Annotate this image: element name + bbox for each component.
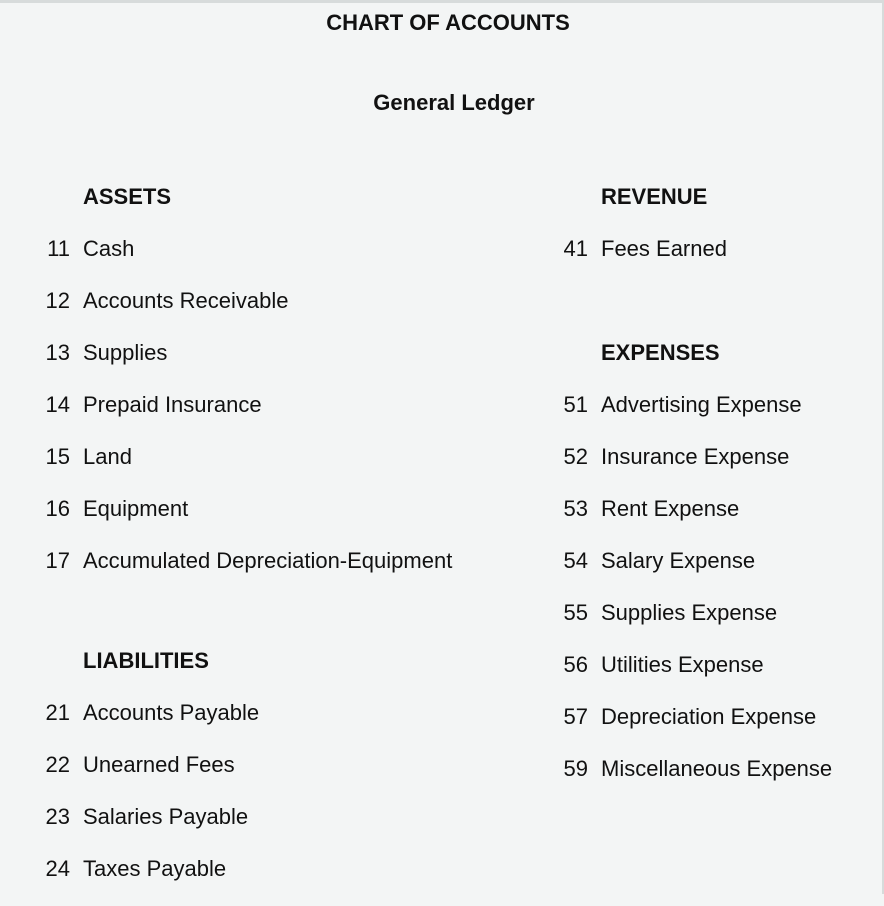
account-number: 11: [47, 236, 70, 261]
account-row: [520, 234, 882, 286]
top-border: [0, 0, 884, 3]
account-name: Fees Earned: [601, 236, 727, 261]
account-name: Land: [83, 444, 132, 469]
account-number: 55: [563, 600, 588, 625]
account-row: [520, 650, 882, 702]
account-name: Prepaid Insurance: [83, 392, 262, 417]
right-column: [520, 182, 882, 806]
account-name: Rent Expense: [601, 496, 740, 521]
account-row: [0, 494, 520, 546]
account-row: [0, 338, 520, 390]
account-number: 54: [563, 548, 588, 573]
document-subtitle: General Ledger: [373, 90, 535, 115]
revenue-heading: REVENUE: [601, 184, 708, 209]
account-row: [0, 546, 520, 598]
account-row: [0, 802, 520, 854]
account-name: Salary Expense: [601, 548, 756, 573]
account-number: 17: [45, 548, 70, 573]
account-name: Insurance Expense: [601, 444, 790, 469]
account-name: Accounts Payable: [83, 700, 260, 725]
account-row: [0, 286, 520, 338]
account-number: 24: [45, 856, 70, 881]
account-row: [520, 442, 882, 494]
account-number: 53: [563, 496, 588, 521]
account-row: [520, 702, 882, 754]
account-number: 41: [563, 236, 588, 261]
account-number: 56: [563, 652, 588, 677]
account-row: [520, 390, 882, 442]
assets-heading: ASSETS: [83, 184, 172, 209]
account-number: 21: [45, 700, 70, 725]
account-name: Advertising Expense: [601, 392, 802, 417]
account-number: 52: [563, 444, 588, 469]
account-number: 57: [563, 704, 588, 729]
account-number: 14: [45, 392, 70, 417]
account-row: [520, 494, 882, 546]
section-spacer: [0, 598, 520, 646]
account-row: [0, 442, 520, 494]
account-name: Accounts Receivable: [83, 288, 289, 313]
account-number: 22: [45, 752, 70, 777]
account-name: Supplies Expense: [601, 600, 778, 625]
account-row: [0, 390, 520, 442]
account-row: [520, 546, 882, 598]
account-name: Depreciation Expense: [601, 704, 817, 729]
account-name: Taxes Payable: [83, 856, 227, 881]
account-number: 12: [45, 288, 70, 313]
expenses-heading: EXPENSES: [601, 340, 720, 365]
account-row: [0, 854, 520, 906]
account-number: 23: [45, 804, 70, 829]
document-title: CHART OF ACCOUNTS: [326, 10, 570, 35]
account-row: [520, 754, 882, 806]
account-row: [520, 598, 882, 650]
account-row: [0, 234, 520, 286]
liabilities-heading: LIABILITIES: [83, 648, 209, 673]
left-column: [0, 182, 520, 906]
account-row: [0, 698, 520, 750]
account-name: Equipment: [83, 496, 189, 521]
account-number: 13: [45, 340, 70, 365]
account-number: 59: [563, 756, 588, 781]
account-number: 15: [45, 444, 70, 469]
account-name: Unearned Fees: [83, 752, 235, 777]
account-name: Supplies: [83, 340, 168, 365]
account-name: Cash: [83, 236, 135, 261]
account-name: Utilities Expense: [601, 652, 764, 677]
account-name: Miscellaneous Expense: [601, 756, 833, 781]
account-row: [0, 750, 520, 802]
account-number: 51: [563, 392, 588, 417]
account-name: Accumulated Depreciation-Equipment: [83, 548, 453, 573]
section-spacer: [520, 286, 882, 338]
account-name: Salaries Payable: [83, 804, 249, 829]
account-number: 16: [45, 496, 70, 521]
